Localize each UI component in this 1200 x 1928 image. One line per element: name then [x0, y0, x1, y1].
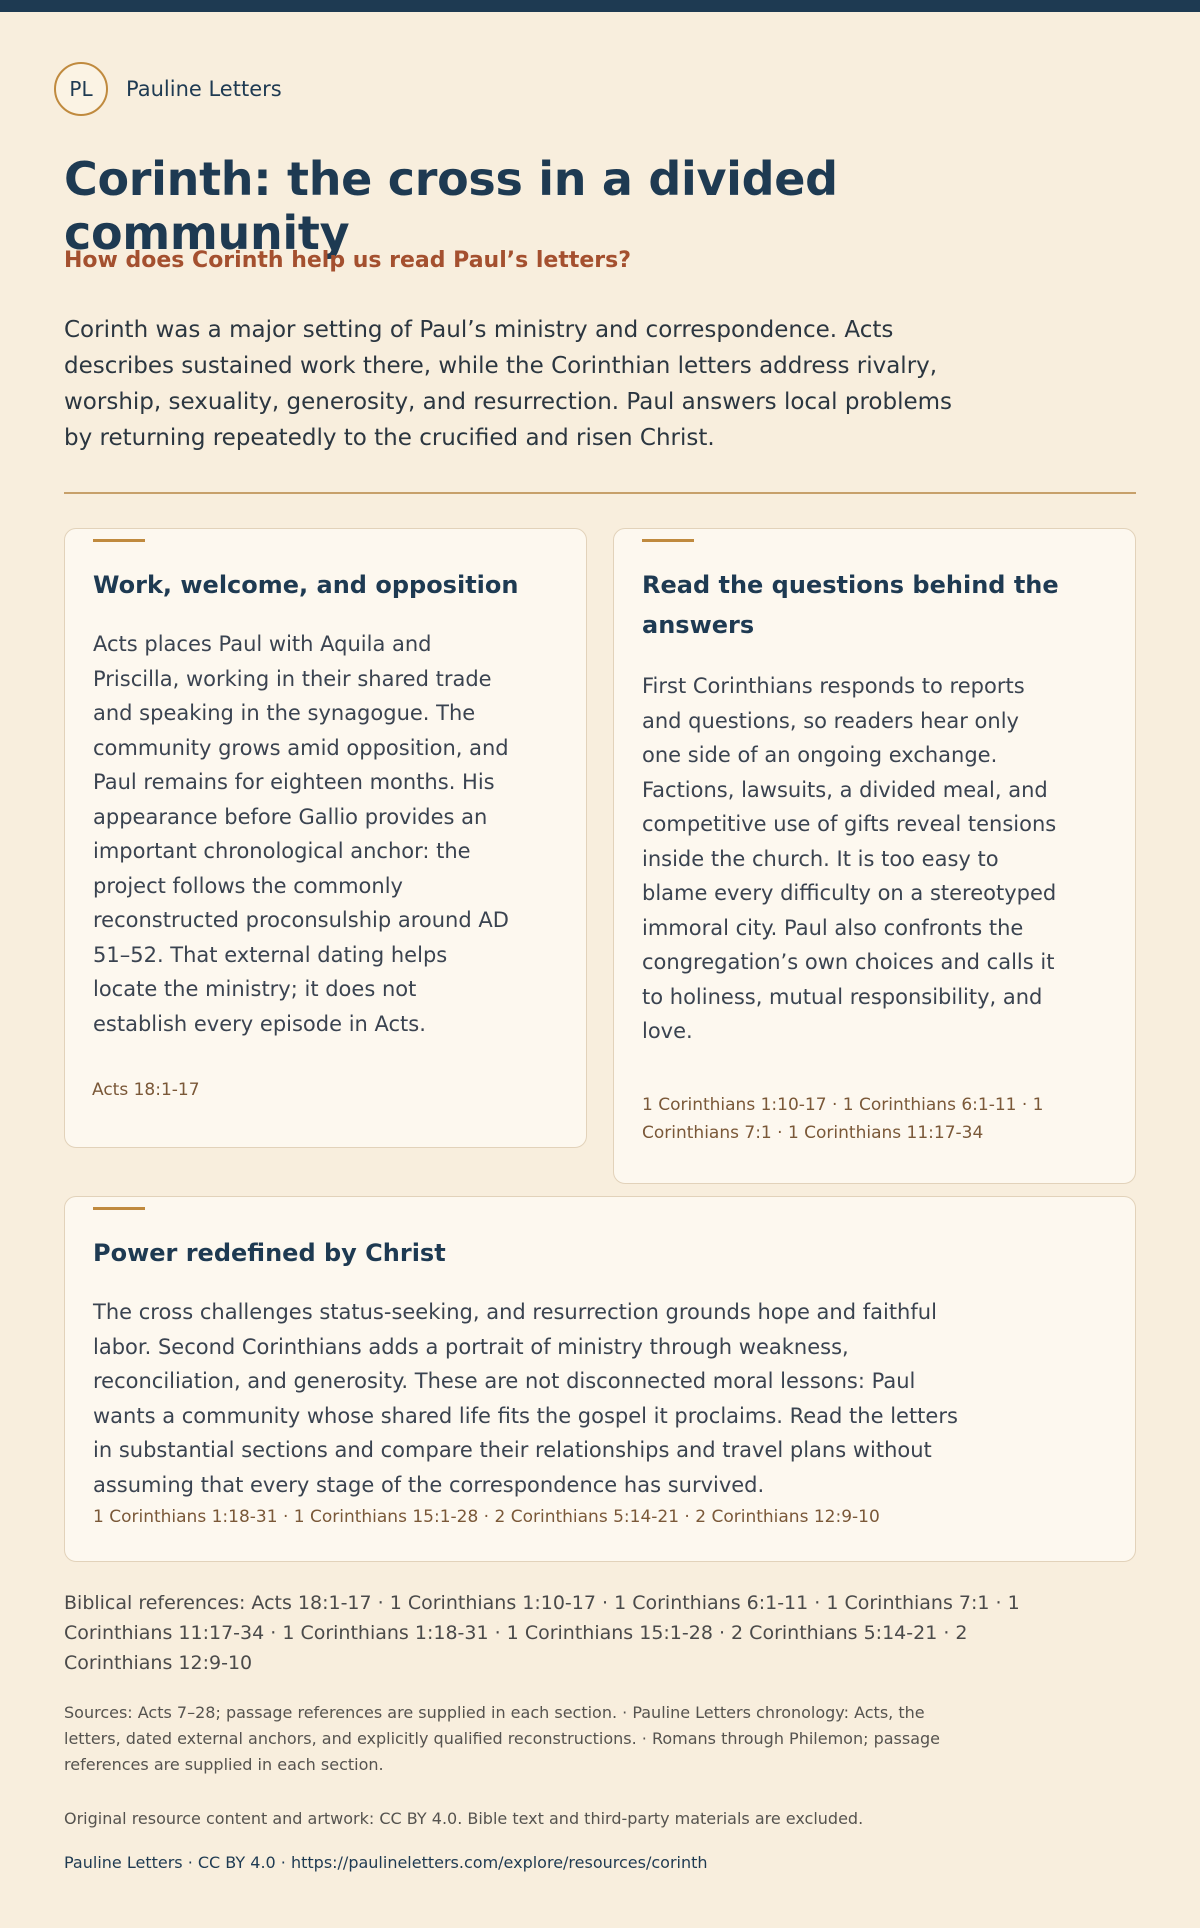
- card-references: 1 Corinthians 1:18-31 · 1 Corinthians 15:1-28 · 2 Corinthians 5:14-21 · 2 Corinthians 12:9-10: [93, 1507, 880, 1527]
- card-power: [64, 1196, 1136, 1562]
- card-body: Acts places Paul with Aquila and Priscilla, working in their shared trade and speaking in the synagogue. The community grows amid opposition, and Paul remains for eighteen months. His appearance before Gallio provides an important chronological anchor: the project follows the commonly reconstructed proconsulship around AD 51–52. That external dating helps locate the ministry; it does not establish every episode in Acts.: [93, 632, 509, 1036]
- biblical-references: Biblical references: Acts 18:1-17 · 1 Corinthians 1:10-17 · 1 Corinthians 6:1-11 · 1 Corinthians 7:1 · 1 Corinthians 11:17-34 · 1 Corinthians 1:18-31 · 1 Corinthians 15:1-28 · 2 Corinthians 5:14-21 · 2 Corinthians 12:9-10: [64, 1592, 1020, 1674]
- card-accent: [93, 539, 145, 542]
- intro-paragraph: Corinth was a major setting of Paul’s ministry and correspondence. Acts describes sustained work there, while the Corinthian letters address rivalry, worship, sexuality, generosity, and resurrection. Paul answers local problems by returning repeatedly to the crucified and risen Christ.: [64, 317, 953, 451]
- brand[interactable]: [54, 62, 282, 116]
- card-heading: Work, welcome, and opposition: [93, 571, 519, 599]
- card-body: First Corinthians responds to reports and questions, so readers hear only one side of an ongoing exchange. Factions, lawsuits, a divided meal, and competitive use of gifts reveal tensions inside the church. It is too easy to blame every difficulty on a stereotyped immoral city. Paul also confronts the congregation’s own choices and calls it to holiness, mutual responsibility, and love.: [642, 674, 1057, 1043]
- card-work-welcome: [64, 528, 587, 1148]
- sources-note: Sources: Acts 7–28; passage references are supplied in each section. · Pauline Letters chronology: Acts, the letters, dated external anchors, and explicitly qualified reconstructions. · Romans through Philemon; passage references are supplied in each section.: [64, 1703, 940, 1774]
- card-questions: [613, 528, 1136, 1184]
- card-heading: Power redefined by Christ: [93, 1239, 446, 1267]
- page-title: Corinth: the cross in a divided community: [64, 152, 838, 260]
- footer: Pauline Letters · CC BY 4.0 · https://paulineletters.com/explore/resources/corinth: [64, 1853, 708, 1872]
- card-accent: [642, 539, 694, 542]
- brand-logo: PL: [54, 62, 108, 116]
- divider: [64, 492, 1136, 494]
- card-body: The cross challenges status-seeking, and resurrection grounds hope and faithful labor. Second Corinthians adds a portrait of ministry through weakness, reconciliation, and generosity. These are not disconnected moral lessons: Paul wants a community whose shared life fits the gospel it proclaims. Read the letters in substantial sections and compare their relationships and travel plans without assuming that every stage of the correspondence has survived.: [93, 1300, 958, 1497]
- card-references: 1 Corinthians 1:10-17 · 1 Corinthians 6:1-11 · 1 Corinthians 7:1 · 1 Corinthians 11:17-34: [642, 1095, 1044, 1143]
- top-bar: [0, 0, 1200, 12]
- license-note: Original resource content and artwork: CC BY 4.0. Bible text and third-party materials are excluded.: [64, 1809, 864, 1828]
- brand-name: Pauline Letters: [126, 77, 282, 101]
- card-references: Acts 18:1-17: [92, 1080, 200, 1100]
- card-heading: Read the questions behind the answers: [642, 571, 1059, 639]
- card-accent: [93, 1207, 145, 1210]
- section-question: How does Corinth help us read Paul’s letters?: [64, 248, 631, 273]
